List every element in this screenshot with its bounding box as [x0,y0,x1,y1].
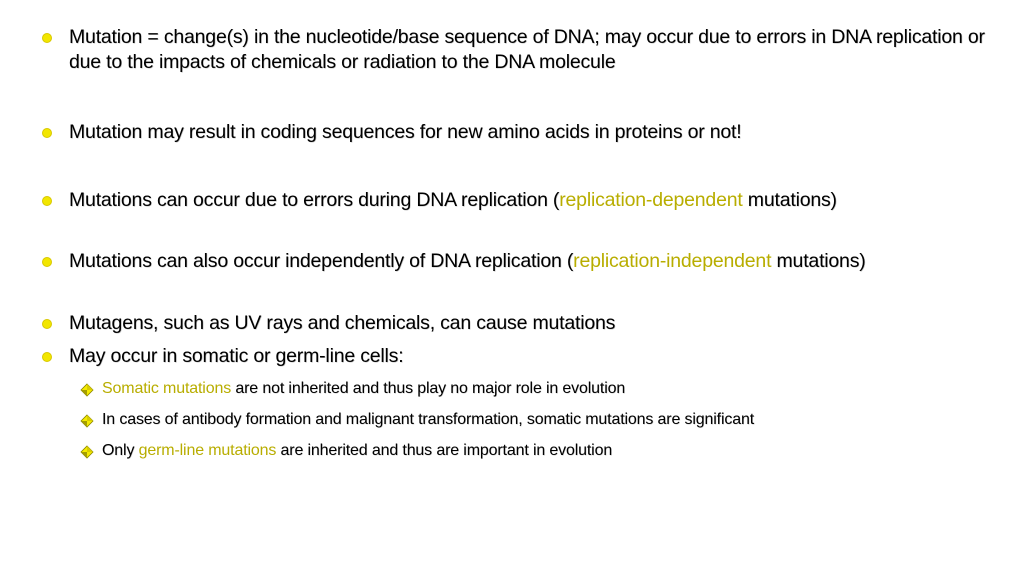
yellow-dot-icon [42,257,52,267]
bullet-text-after: mutations) [771,250,866,272]
sub-bullet-text-before: In cases of antibody formation and malignant transformation, somatic mutations are significant [102,411,755,428]
bullet-text-before: Mutations can also occur independently of DNA replication ( [69,250,574,272]
yellow-dot-icon [42,128,52,138]
diamond-icon [80,414,94,428]
bullet-item [42,344,1012,369]
bullet-text-after: mutations) [742,189,837,211]
sub-bullet-text [102,410,754,430]
yellow-dot-icon [42,319,52,329]
sub-bullet-text [102,441,612,461]
diamond-icon [80,445,94,459]
sub-bullet-item [80,379,1010,399]
sub-bullet-text [102,379,625,399]
bullet-text [69,249,866,274]
bullet-text: Mutation may result in coding sequences for new amino acids in proteins or not! [69,121,742,143]
sub-bullet-text-after: are inherited and thus are important in evolution [276,442,613,459]
bullet-text-before: Mutations can occur due to errors during DNA replication ( [69,189,560,211]
bullet-item [42,120,1012,145]
sub-bullet-item [80,410,1010,430]
yellow-dot-icon [42,196,52,206]
highlighted-term: germ-line mutations [138,442,277,459]
bullet-item [42,188,1012,213]
bullet-text [69,188,837,213]
yellow-dot-icon [42,352,52,362]
highlighted-term: Somatic mutations [102,380,232,397]
highlighted-term: replication-independent [573,250,772,272]
bullet-item [42,311,1012,336]
bullet-item [42,249,1012,274]
bullet-text: Mutagens, such as UV rays and chemicals, can cause mutations [69,312,616,334]
highlighted-term: replication-dependent [559,189,743,211]
yellow-dot-icon [42,33,52,43]
bullet-text: Mutation = change(s) in the nucleotide/base sequence of DNA; may occur due to errors in DNA replication or due to the impacts of chemicals or radiation to the DNA molecule [69,26,985,73]
sub-bullet-text-before: Only [102,442,139,459]
sub-bullet-item [80,441,1010,461]
bullet-item [42,25,1012,75]
bullet-text: May occur in somatic or germ-line cells: [69,345,404,367]
sub-bullet-text-after: are not inherited and thus play no major role in evolution [231,380,626,397]
diamond-icon [80,383,94,397]
